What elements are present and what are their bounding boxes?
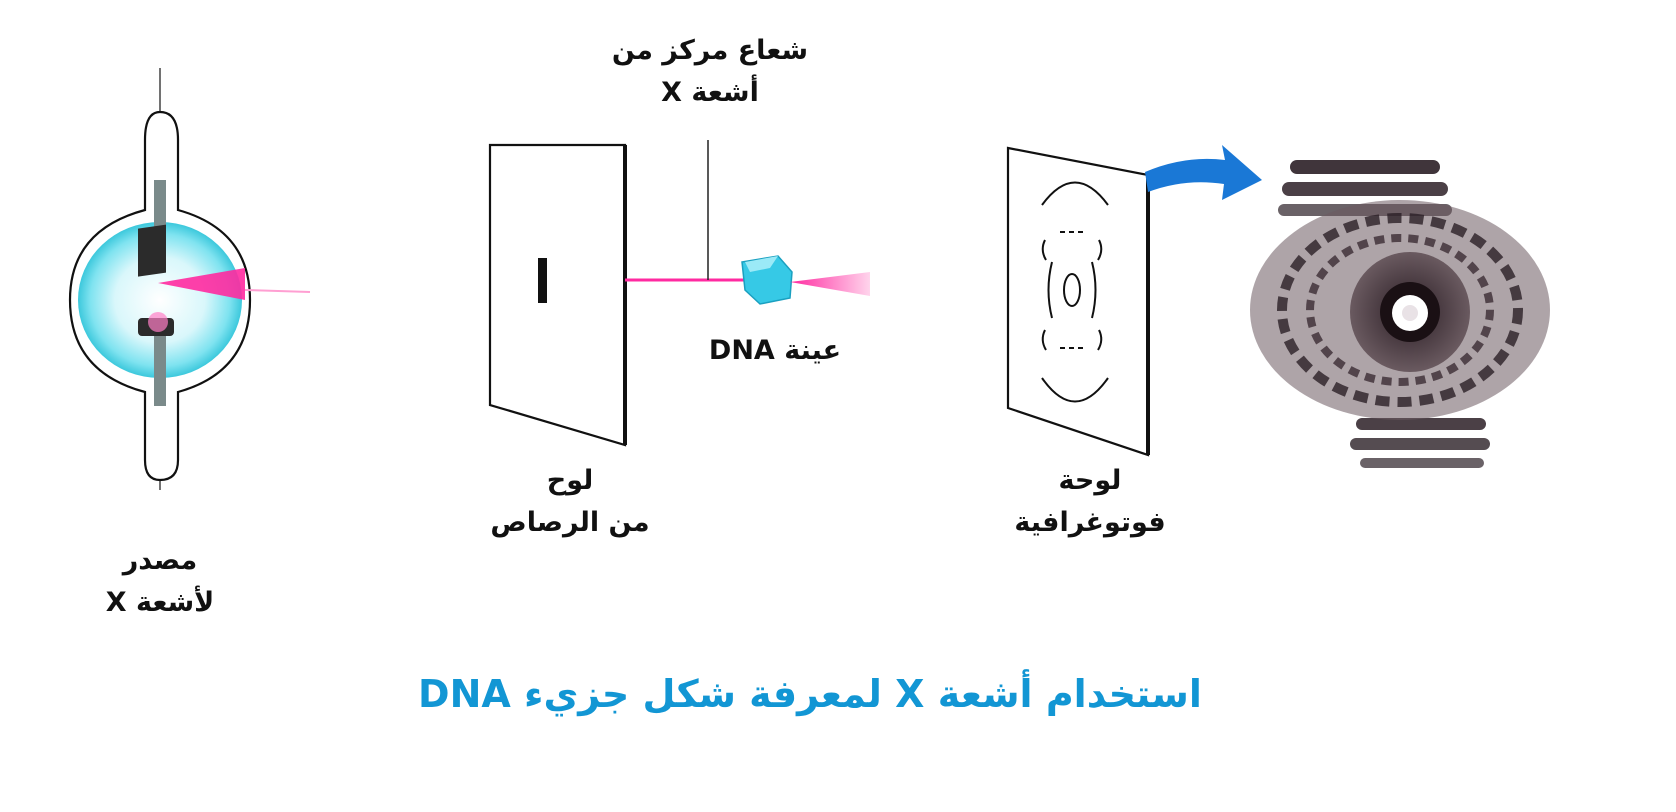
- diffracted-beam: [790, 272, 870, 296]
- lead-plate: [490, 145, 625, 445]
- dna-sample-label: [680, 330, 870, 372]
- beam-label-line2: أشعة X: [661, 76, 759, 108]
- xray-tube: [70, 68, 310, 490]
- arrow-shape: [1145, 145, 1262, 200]
- figure-caption: استخدام أشعة X لمعرفة شكل جزيء DNA: [418, 672, 1202, 716]
- beam-label-line1: شعاع مركز من: [611, 35, 809, 66]
- diffraction-photo: [1250, 160, 1550, 468]
- photo-plate-label-line1: لوحة: [1058, 465, 1122, 496]
- anode-stem: [154, 336, 166, 406]
- lead-plate-label-line1: لوح: [546, 465, 594, 496]
- xray-source-label: [60, 540, 260, 624]
- dna-sample-label-text: عينة DNA: [708, 335, 842, 366]
- xray-source-label-line1: مصدر: [122, 545, 198, 576]
- result-arrow: [1145, 145, 1262, 200]
- lead-plate-label: [440, 460, 700, 544]
- beam-label: [600, 30, 820, 114]
- focused-beam: [625, 140, 760, 280]
- xray-source-label-line2: لأشعة X: [105, 586, 215, 618]
- lead-plate-face: [490, 145, 625, 445]
- cathode-block: [138, 225, 166, 277]
- dna-sample: [742, 256, 870, 304]
- emitted-xray-tail: [245, 290, 310, 292]
- photo-plate-label: [980, 460, 1200, 544]
- photo-plate-label-line2: فوتوغرافية: [1014, 506, 1166, 538]
- lead-plate-slit: [538, 258, 547, 303]
- anode-spot: [148, 312, 168, 332]
- lead-plate-label-line2: من الرصاص: [490, 506, 650, 538]
- photo-plate: [1008, 148, 1148, 455]
